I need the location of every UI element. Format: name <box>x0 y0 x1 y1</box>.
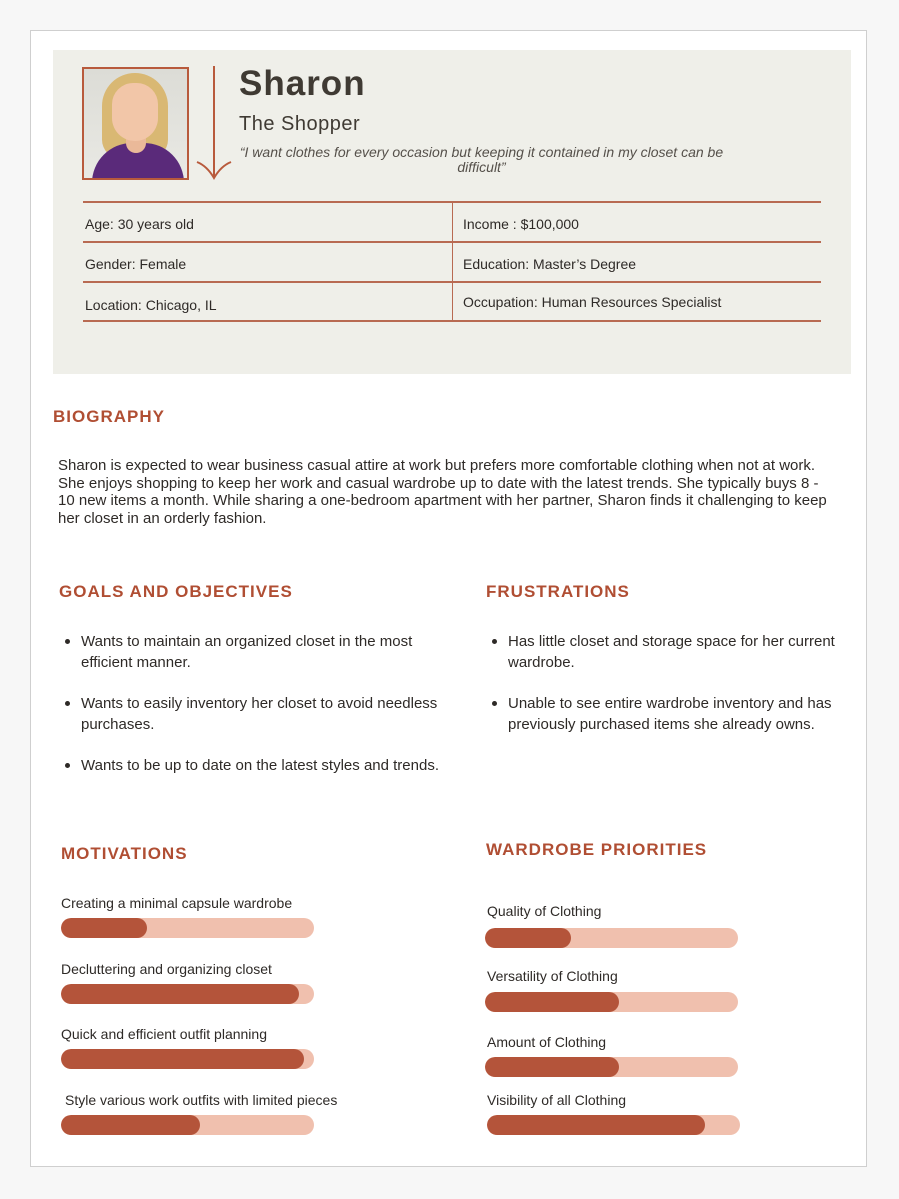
profile-photo <box>82 67 189 180</box>
priority-bar-fill <box>485 928 571 948</box>
motivations-title: MOTIVATIONS <box>61 844 188 863</box>
list-item: Unable to see entire wardrobe inventory and has previously purchased items she already owns. <box>488 693 838 735</box>
goals-list <box>61 631 441 796</box>
priority-bar <box>485 1057 738 1077</box>
gender-cell: Gender: Female <box>85 256 187 272</box>
motivation-label: Quick and efficient outfit planning <box>61 1026 267 1042</box>
age-cell: Age: 30 years old <box>85 216 194 232</box>
list-item: Wants to easily inventory her closet to avoid needless purchases. <box>61 693 441 735</box>
priority-bar-fill <box>485 992 619 1012</box>
biography-title: BIOGRAPHY <box>53 407 165 426</box>
motivation-label: Creating a minimal capsule wardrobe <box>61 895 293 911</box>
income-cell: Income : $100,000 <box>463 216 579 232</box>
priority-label: Visibility of all Clothing <box>487 1092 627 1108</box>
frustrations-list <box>488 631 838 755</box>
profile-header <box>53 50 851 374</box>
motivation-bar <box>61 1115 314 1135</box>
persona-quote: “I want clothes for every occasion but keeping it contained in my closet can be difficult” <box>239 144 724 175</box>
priorities-title: WARDROBE PRIORITIES <box>486 840 708 859</box>
motivation-bar-fill <box>61 918 147 938</box>
priority-bar <box>485 992 738 1012</box>
goals-title: GOALS AND OBJECTIVES <box>59 582 293 601</box>
frustrations-title: FRUSTRATIONS <box>486 582 630 601</box>
priority-label: Quality of Clothing <box>487 903 602 919</box>
occupation-cell: Occupation: Human Resources Specialist <box>463 294 722 310</box>
motivation-bar <box>61 918 314 938</box>
persona-name: Sharon <box>239 64 366 103</box>
persona-page <box>30 30 867 1167</box>
list-item: Wants to be up to date on the latest styles and trends. <box>61 755 441 776</box>
education-cell: Education: Master’s Degree <box>463 256 637 272</box>
priority-label: Amount of Clothing <box>487 1034 607 1050</box>
motivation-bar <box>61 1049 314 1069</box>
list-item: Wants to maintain an organized closet in the most efficient manner. <box>61 631 441 673</box>
list-item: Has little closet and storage space for her current wardrobe. <box>488 631 838 673</box>
motivation-bar-fill <box>61 1115 200 1135</box>
motivation-bar-fill <box>61 984 299 1004</box>
biography-text: Sharon is expected to wear business casual attire at work but prefers more comfortable clothing when not at work. She enjoys shopping to keep her work and casual wardrobe up to date with the latest trends. She typically buys 8 - 10 new items a month. While sharing a one-bedroom apartment with her partner, Sharon finds it challenging to keep her closet in an orderly fashion. <box>58 457 827 527</box>
motivation-label: Style various work outfits with limited pieces <box>65 1092 338 1108</box>
priority-bar-fill <box>487 1115 705 1135</box>
motivation-bar <box>61 984 314 1004</box>
location-cell: Location: Chicago, IL <box>85 297 217 313</box>
persona-role: The Shopper <box>239 113 361 135</box>
priority-label: Versatility of Clothing <box>487 968 618 984</box>
priority-bar <box>485 928 738 948</box>
priority-bar-fill <box>485 1057 619 1077</box>
motivation-bar-fill <box>61 1049 304 1069</box>
priority-bar <box>487 1115 740 1135</box>
motivation-label: Decluttering and organizing closet <box>61 961 272 977</box>
